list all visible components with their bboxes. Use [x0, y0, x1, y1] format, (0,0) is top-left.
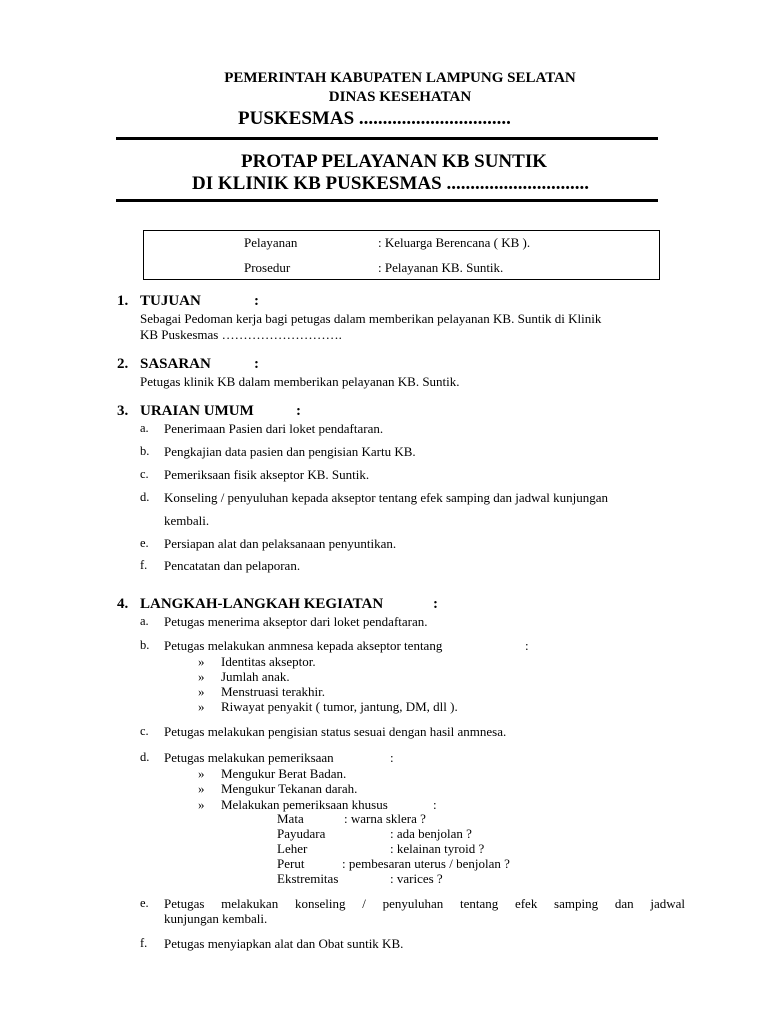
list-item: Petugas melakukan konseling / penyuluhan tentang efek samping dan jadwal — [164, 896, 685, 911]
list-item: Pencatatan dan pelaporan. — [164, 558, 301, 573]
exam-value: : warna sklera ? — [344, 811, 426, 826]
info-label-prosedur: Prosedur — [244, 260, 291, 275]
header-agency: DINAS KESEHATAN — [328, 89, 472, 105]
exam-label: Ekstremitas — [277, 871, 339, 886]
list-marker: c. — [140, 724, 149, 738]
list-marker: f. — [140, 936, 148, 950]
list-item: Petugas melakukan anmnesa kepada akseptor tentang — [164, 638, 443, 653]
exam-label: Leher — [277, 841, 308, 856]
tujuan-text-line1: Sebagai Pedoman kerja bagi petugas dalam memberikan pelayanan KB. Suntik di Klinik — [140, 311, 602, 326]
list-marker: b. — [140, 638, 150, 652]
bullet-icon: » — [198, 781, 205, 796]
exam-value: : kelainan tyroid ? — [390, 841, 485, 856]
list-item: Petugas menerima akseptor dari loket pendaftaran. — [164, 614, 428, 629]
info-label-pelayanan: Pelayanan — [244, 235, 298, 250]
sasaran-text: Petugas klinik KB dalam memberikan pelayanan KB. Suntik. — [140, 374, 460, 389]
sub-item: Melakukan pemeriksaan khusus — [221, 797, 388, 812]
list-marker: f. — [140, 558, 148, 572]
sub-item: Jumlah anak. — [221, 669, 290, 684]
section-tujuan-heading — [117, 293, 201, 310]
info-value-prosedur: : Pelayanan KB. Suntik. — [378, 260, 504, 275]
section-colon: : — [254, 356, 259, 372]
list-marker: e. — [140, 896, 149, 910]
header-government: PEMERINTAH KABUPATEN LAMPUNG SELATAN — [224, 70, 576, 86]
section-number: 2. — [117, 356, 129, 372]
section-title: LANGKAH-LANGKAH KEGIATAN — [140, 596, 384, 612]
exam-label: Mata — [277, 811, 304, 826]
section-number: 4. — [117, 596, 129, 612]
sub-item-colon: : — [433, 797, 437, 812]
exam-value: : ada benjolan ? — [390, 826, 472, 841]
list-item: Penerimaan Pasien dari loket pendaftaran. — [164, 421, 384, 436]
section-colon: : — [296, 403, 301, 419]
list-marker: a. — [140, 614, 149, 628]
list-marker: b. — [140, 444, 150, 458]
item-colon: : — [525, 638, 529, 653]
header-puskesmas: PUSKESMAS ................................ — [238, 108, 511, 129]
section-langkah-heading — [117, 596, 383, 613]
list-marker: c. — [140, 467, 149, 481]
doc-subtitle: DI KLINIK KB PUSKESMAS .............................. — [192, 173, 589, 194]
exam-label: Payudara — [277, 826, 326, 841]
section-colon: : — [433, 596, 438, 612]
section-uraian-heading — [117, 403, 254, 420]
header-divider — [116, 137, 658, 140]
list-marker: d. — [140, 490, 150, 504]
sub-item: Identitas akseptor. — [221, 654, 316, 669]
exam-value: : pembesaran uterus / benjolan ? — [342, 856, 510, 871]
item-colon: : — [390, 750, 394, 765]
list-item: Pengkajian data pasien dan pengisian Kartu KB. — [164, 444, 416, 459]
section-number: 3. — [117, 403, 129, 419]
list-item: Persiapan alat dan pelaksanaan penyuntikan. — [164, 536, 397, 551]
list-item: Pemeriksaan fisik akseptor KB. Suntik. — [164, 467, 370, 482]
list-item: Petugas melakukan pengisian status sesuai dengan hasil anmnesa. — [164, 724, 507, 739]
sub-item: Menstruasi terakhir. — [221, 684, 325, 699]
section-title: TUJUAN — [140, 293, 201, 309]
bullet-icon: » — [198, 766, 205, 781]
exam-value: : varices ? — [390, 871, 443, 886]
list-item: Petugas menyiapkan alat dan Obat suntik KB. — [164, 936, 404, 951]
section-colon: : — [254, 293, 259, 309]
tujuan-text-line2: KB Puskesmas ………………………. — [140, 327, 342, 342]
section-number: 1. — [117, 293, 129, 309]
list-item-continuation: kunjungan kembali. — [164, 911, 268, 926]
doc-title: PROTAP PELAYANAN KB SUNTIK — [241, 151, 547, 172]
exam-label: Perut — [277, 856, 305, 871]
list-marker: e. — [140, 536, 149, 550]
title-divider — [116, 199, 658, 202]
section-title: URAIAN UMUM — [140, 403, 254, 419]
list-item-continuation: kembali. — [164, 513, 210, 528]
bullet-icon: » — [198, 699, 205, 714]
info-value-pelayanan: : Keluarga Berencana ( KB ). — [378, 235, 531, 250]
sub-item: Mengukur Tekanan darah. — [221, 781, 358, 796]
section-sasaran-heading — [117, 356, 211, 373]
section-title: SASARAN — [140, 356, 211, 372]
list-marker: d. — [140, 750, 150, 764]
list-item: Petugas melakukan pemeriksaan — [164, 750, 334, 765]
bullet-icon: » — [198, 684, 205, 699]
list-item: Konseling / penyuluhan kepada akseptor tentang efek samping dan jadwal kunjungan — [164, 490, 609, 505]
bullet-icon: » — [198, 669, 205, 684]
list-marker: a. — [140, 421, 149, 435]
sub-item: Riwayat penyakit ( tumor, jantung, DM, dll ). — [221, 699, 458, 714]
bullet-icon: » — [198, 654, 205, 669]
sub-item: Mengukur Berat Badan. — [221, 766, 347, 781]
bullet-icon: » — [198, 797, 205, 812]
